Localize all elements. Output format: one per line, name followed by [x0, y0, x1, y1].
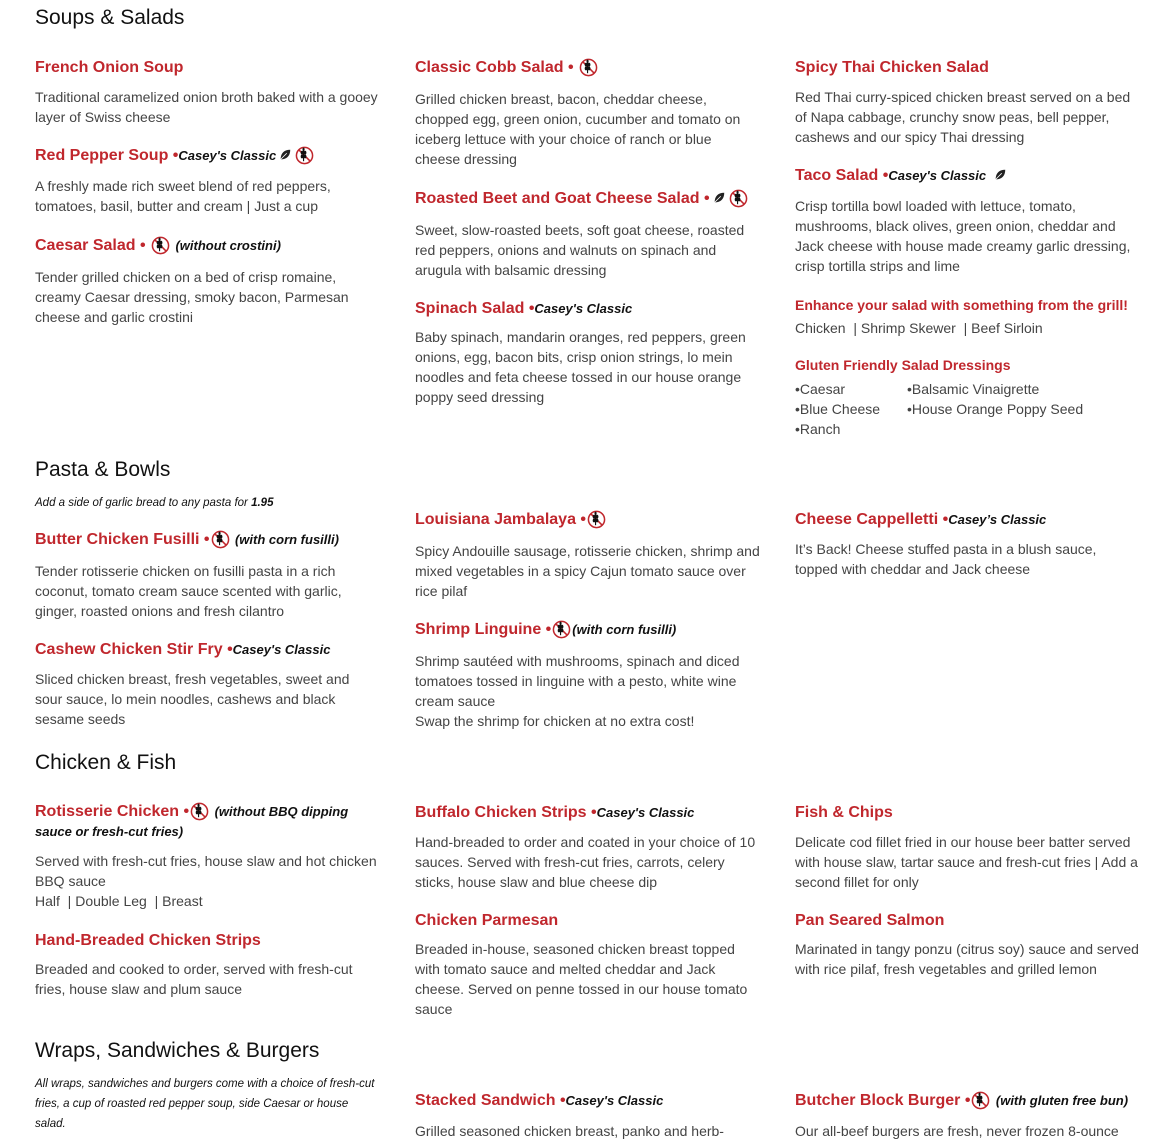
caseys-classic-tag: Casey's Classic	[232, 642, 331, 657]
item-title: Roasted Beet and Goat Cheese Salad •	[415, 188, 760, 210]
menu-item-butter-chicken-fusilli	[35, 529, 380, 621]
item-description-text: Shrimp sautéed with mushrooms, spinach and diced tomatoes tossed in linguine with a pesto, white wine cream sauce	[415, 653, 740, 709]
item-title: Louisiana Jambalaya •	[415, 509, 760, 531]
item-title: Butcher Block Burger • (with gluten free bun)	[795, 1092, 1129, 1109]
item-description: A freshly made rich sweet blend of red peppers, tomatoes, basil, butter and cream | Just a cup	[35, 178, 331, 214]
menu-item-cashew-chicken-stir-fry	[35, 639, 380, 729]
item-title: Red Pepper Soup •Casey's Classic	[35, 145, 380, 167]
dressing-item: •Blue Cheese	[795, 401, 881, 417]
item-description: Traditional caramelized onion broth baked with a gooey layer of Swiss cheese	[35, 89, 378, 125]
gluten-note: (without BBQ dipping sauce or fresh-cut fries)	[35, 804, 349, 839]
item-title: Taco Salad •Casey's Classic	[795, 165, 1140, 187]
menu-item-classic-cobb-salad	[415, 57, 760, 169]
gluten-free-icon	[587, 510, 606, 529]
item-description: Tender rotisserie chicken on fusilli pasta in a rich coconut, tomato cream sauce scented with garlic, ginger, roasted onions and fresh cilantro	[35, 563, 342, 619]
menu-item-pan-seared-salmon	[795, 910, 1140, 979]
item-title: Fish & Chips	[795, 804, 893, 821]
item-description-extra: Swap the shrimp for chicken at no extra cost!	[415, 713, 695, 729]
dressings-list-col1	[795, 379, 880, 439]
gluten-note: (with corn fusilli)	[234, 532, 339, 547]
caseys-classic-tag: Casey’s Classic	[948, 512, 1047, 527]
item-title: Hand-Breaded Chicken Strips	[35, 932, 261, 949]
menu-item-fish-and-chips	[795, 802, 1140, 892]
item-title: Classic Cobb Salad •	[415, 57, 760, 79]
item-description: Red Thai curry-spiced chicken breast served on a bed of Napa cabbage, crunchy snow peas, bell pepper, cashews and our spicy Thai dressing	[795, 89, 1131, 145]
dressing-item: •Balsamic Vinaigrette	[907, 381, 1040, 397]
gluten-note: (with corn fusilli)	[572, 622, 677, 637]
section-title-wraps-sandwiches-burgers: Wraps, Sandwiches & Burgers	[35, 1039, 320, 1062]
dressing-item: •Ranch	[795, 421, 841, 437]
item-description: Breaded in-house, seasoned chicken breast topped with tomato sauce and melted cheddar and Jack cheese. Served on penne tossed in our house tomato sauce	[415, 941, 748, 1017]
item-title: Butter Chicken Fusilli • (with corn fusilli)	[35, 531, 339, 548]
menu-item-chicken-parmesan	[415, 910, 760, 1019]
menu-item-spicy-thai-chicken-salad	[795, 57, 1140, 147]
item-description: Baby spinach, mandarin oranges, red peppers, green onions, egg, bacon bits, crisp onion strings, lo mein noodles and feta cheese tossed in our house orange poppy seed dressing	[415, 329, 746, 405]
pasta-garlic-bread-note: Add a side of garlic bread to any pasta for 1.95	[35, 497, 274, 509]
menu-item-taco-salad	[795, 165, 1140, 276]
leaf-icon	[993, 168, 1007, 182]
gluten-free-icon	[552, 620, 571, 639]
gluten-free-icon	[211, 530, 230, 549]
item-title: Spinach Salad •Casey's Classic	[415, 300, 633, 317]
item-description: Hand-breaded to order and coated in your choice of 10 sauces. Served with fresh-cut fries, carrots, celery sticks, house slaw and blue cheese dip	[415, 834, 756, 890]
section-title-pasta-bowls: Pasta & Bowls	[35, 458, 171, 481]
gluten-free-icon	[190, 802, 209, 821]
item-description: Sweet, slow-roasted beets, soft goat cheese, roasted red peppers, onions and walnuts on spinach and arugula with balsamic dressing	[415, 222, 745, 278]
item-description: Breaded and cooked to order, served with fresh-cut fries, house slaw and plum sauce	[35, 961, 353, 997]
item-description: Crisp tortilla bowl loaded with lettuce, tomato, mushrooms, black olives, green onion, cheddar and Jack cheese with house made creamy garlic dressing, crisp tortilla strips and lime	[795, 198, 1131, 274]
leaf-icon	[712, 191, 726, 205]
item-title: Spicy Thai Chicken Salad	[795, 59, 989, 76]
menu-item-shrimp-linguine	[415, 619, 760, 731]
dressing-item: •Caesar	[795, 381, 846, 397]
caseys-classic-tag: Casey's Classic	[596, 805, 695, 820]
menu-item-hand-breaded-chicken-strips	[35, 930, 380, 999]
menu-item-stacked-sandwich	[415, 1090, 760, 1141]
menu-item-butcher-block-burger	[795, 1090, 1140, 1141]
caseys-classic-tag: Casey's Classic	[888, 168, 987, 183]
item-description-text: Served with fresh-cut fries, house slaw and hot chicken BBQ sauce	[35, 853, 377, 889]
item-description: Grilled chicken breast, bacon, cheddar cheese, chopped egg, green onion, cucumber and tomato on iceberg lettuce with your choice of ranch or blue cheese dressing	[415, 91, 741, 167]
garlic-bread-price: 1.95	[251, 497, 274, 509]
item-description: It’s Back! Cheese stuffed pasta in a blush sauce, topped with cheddar and Jack cheese	[795, 541, 1097, 577]
caseys-classic-tag: Casey's Classic	[565, 1093, 664, 1108]
portion-options: Half | Double Leg | Breast	[35, 893, 203, 909]
item-title: Caesar Salad • (without crostini)	[35, 237, 281, 254]
item-description: Tender grilled chicken on a bed of crisp romaine, creamy Caesar dressing, smoky bacon, Parmesan cheese and garlic crostini	[35, 269, 349, 325]
gluten-note: (without crostini)	[175, 238, 281, 253]
item-title: Shrimp Linguine • (with corn fusilli)	[415, 621, 677, 638]
item-description: Grilled seasoned chicken breast, panko and herb-	[415, 1123, 724, 1139]
menu-item-louisiana-jambalaya	[415, 509, 760, 601]
menu-item-cheese-cappelletti	[795, 509, 1140, 579]
item-title: Cashew Chicken Stir Fry •Casey's Classic	[35, 641, 331, 658]
grill-enhance-title: Enhance your salad with something from the grill!	[795, 297, 1128, 313]
item-description: Delicate cod fillet fried in our house beer batter served with house slaw, tartar sauce and fresh-cut fries | Add a second fillet for only	[795, 834, 1138, 890]
section-title-soups-salads: Soups & Salads	[35, 6, 185, 29]
gluten-free-icon	[579, 58, 598, 77]
menu-item-red-pepper-soup	[35, 145, 380, 216]
gluten-note: (with gluten free bun)	[995, 1093, 1129, 1108]
section-title-chicken-fish: Chicken & Fish	[35, 751, 177, 774]
item-description: Marinated in tangy ponzu (citrus soy) sauce and served with rice pilaf, fresh vegetables and grilled lemon	[795, 941, 1139, 977]
gluten-free-icon	[729, 189, 748, 208]
caseys-classic-tag: Casey's Classic	[178, 148, 277, 163]
item-title: French Onion Soup	[35, 59, 184, 76]
leaf-icon	[278, 148, 292, 162]
item-description	[415, 651, 760, 731]
item-title: Chicken Parmesan	[415, 912, 559, 929]
item-title: Rotisserie Chicken • (without BBQ dipping sauce or fresh-cut fries)	[35, 803, 349, 839]
dressings-list-col2	[907, 379, 1083, 419]
dressing-item: •House Orange Poppy Seed	[907, 401, 1084, 417]
gluten-free-icon	[971, 1091, 990, 1110]
item-description: Our all-beef burgers are fresh, never frozen 8-ounce	[795, 1123, 1119, 1139]
menu-item-rotisserie-chicken	[35, 802, 380, 911]
gluten-free-icon	[151, 236, 170, 255]
gluten-free-icon	[295, 146, 314, 165]
grill-options: Chicken | Shrimp Skewer | Beef Sirloin	[795, 320, 1043, 336]
item-description	[35, 851, 380, 911]
menu-item-spinach-salad	[415, 298, 760, 407]
wraps-sides-note: All wraps, sandwiches and burgers come with a choice of fresh-cut fries, a cup of roasted red pepper soup, side Caesar or house salad.	[35, 1078, 375, 1130]
item-title: Stacked Sandwich •Casey's Classic	[415, 1092, 664, 1109]
dressings-title: Gluten Friendly Salad Dressings	[795, 357, 1011, 373]
item-title: Cheese Cappelletti •Casey’s Classic	[795, 511, 1047, 528]
menu-item-french-onion-soup	[35, 57, 380, 127]
menu-item-buffalo-chicken-strips	[415, 802, 765, 892]
menu-item-roasted-beet-goat-cheese-salad	[415, 188, 760, 280]
item-title: Pan Seared Salmon	[795, 912, 945, 929]
item-description: Sliced chicken breast, fresh vegetables, sweet and sour sauce, lo mein noodles, cashews and black sesame seeds	[35, 671, 350, 727]
caseys-classic-tag: Casey's Classic	[534, 301, 633, 316]
item-title: Buffalo Chicken Strips •Casey's Classic	[415, 804, 695, 821]
menu-item-caesar-salad	[35, 235, 380, 327]
item-description: Spicy Andouille sausage, rotisserie chicken, shrimp and mixed vegetables in a spicy Cajun tomato sauce over rice pilaf	[415, 543, 760, 599]
